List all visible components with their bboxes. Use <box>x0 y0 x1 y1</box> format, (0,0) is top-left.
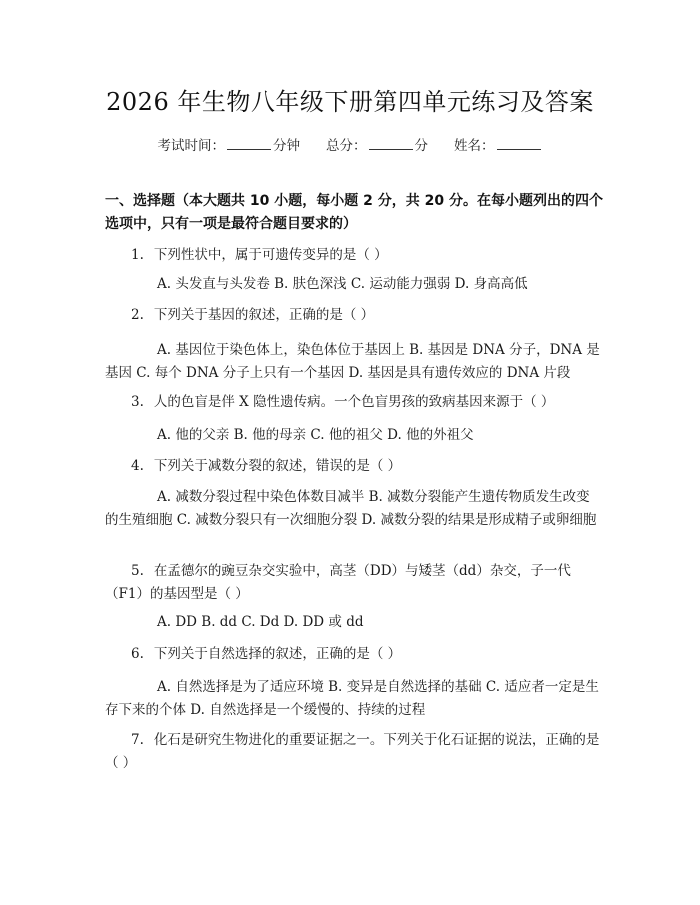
question-3 <box>105 391 600 414</box>
question-number: 2. <box>131 307 144 323</box>
name-blank <box>497 137 541 150</box>
question-stem: 下列关于减数分裂的叙述，错误的是（ ） <box>153 458 402 474</box>
question-3-options: A. 他的父亲 B. 他的母亲 C. 他的祖父 D. 他的外祖父 <box>157 427 474 443</box>
question-1 <box>105 244 600 267</box>
question-stem: 下列关于自然选择的叙述，正确的是（ ） <box>153 646 402 662</box>
score-label: 总分： <box>326 138 367 154</box>
section-heading: 一、选择题（本大题共 10 小题，每小题 2 分，共 20 分。在每小题列出的四个选项中，只有一项是最符合题目要求的） <box>105 193 603 232</box>
question-5-options: A. DD B. dd C. Dd D. DD 或 dd <box>157 614 364 630</box>
question-stem: 人的色盲是伴 X 隐性遗传病。一个色盲男孩的致病基因来源于（ ） <box>153 394 555 410</box>
question-stem: 化石是研究生物进化的重要证据之一。下列关于化石证据的说法，正确的是（ ） <box>105 732 600 771</box>
question-number: 6. <box>131 646 144 662</box>
exam-info-line <box>0 134 700 154</box>
question-6 <box>105 643 600 666</box>
time-blank <box>227 137 271 150</box>
question-number: 1. <box>131 247 144 263</box>
score-unit: 分 <box>414 138 428 154</box>
name-label: 姓名： <box>454 138 495 154</box>
question-stem: 下列关于基因的叙述，正确的是（ ） <box>153 307 375 323</box>
question-4 <box>105 455 600 478</box>
question-number: 3. <box>131 394 144 410</box>
question-2 <box>105 304 600 327</box>
question-number: 7. <box>131 732 144 748</box>
time-unit: 分钟 <box>273 138 300 154</box>
page-title: 2026 年生物八年级下册第四单元练习及答案 <box>106 88 594 116</box>
question-number: 4. <box>131 458 144 474</box>
question-4-options: A. 减数分裂过程中染色体数目减半 B. 减数分裂能产生遗传物质发生改变的生殖细胞 C. 减数分裂只有一次细胞分裂 D. 减数分裂的结果是形成精子或卵细胞 <box>105 489 597 528</box>
question-stem: 下列性状中，属于可遗传变异的是（ ） <box>153 247 388 263</box>
time-label: 考试时间： <box>157 138 225 154</box>
question-number: 5. <box>131 563 144 579</box>
question-7 <box>105 729 600 775</box>
question-6-options: A. 自然选择是为了适应环境 B. 变异是自然选择的基础 C. 适应者一定是生存下来的个体 D. 自然选择是一个缓慢的、持续的过程 <box>105 679 599 718</box>
question-stem: 在孟德尔的豌豆杂交实验中，高茎（DD）与矮茎（dd）杂交，子一代（F1）的基因型是（ ） <box>105 563 571 602</box>
question-5 <box>105 560 600 606</box>
question-1-options: A. 头发直与头发卷 B. 肤色深浅 C. 运动能力强弱 D. 身高高低 <box>157 276 528 292</box>
score-blank <box>369 137 413 150</box>
question-2-options: A. 基因位于染色体上，染色体位于基因上 B. 基因是 DNA 分子，DNA 是基因 C. 每个 DNA 分子上只有一个基因 D. 基因是具有遗传效应的 DNA 片段 <box>105 342 600 381</box>
